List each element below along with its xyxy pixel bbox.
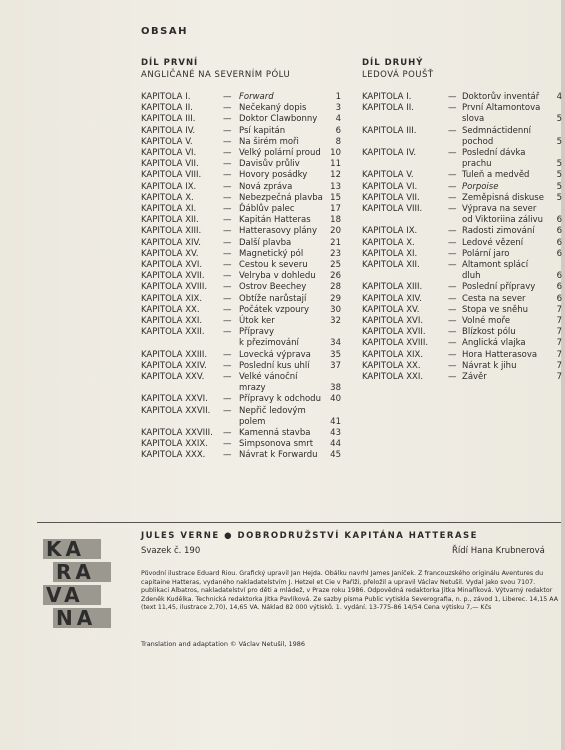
page-number: 5 bbox=[556, 181, 562, 192]
page-number: 11 bbox=[330, 159, 341, 170]
chapter-number: KAPITOLA IV. bbox=[141, 125, 196, 136]
chapter-title: mrazy bbox=[239, 383, 266, 394]
page-number: 13 bbox=[330, 181, 341, 192]
chapter-number: KAPITOLA V. bbox=[362, 170, 414, 181]
chapter-title: Velké vánoční bbox=[239, 372, 298, 382]
chapter-title: Velryba v dohledu bbox=[239, 271, 316, 282]
chapter-title: Kapitán Hatteras bbox=[239, 215, 311, 226]
chapter-number: KAPITOLA XXII. bbox=[141, 327, 205, 338]
entry-dash: — bbox=[448, 360, 457, 371]
chapter-title: Poslední přípravy bbox=[462, 282, 536, 293]
page-number: 28 bbox=[330, 282, 341, 293]
chapter-number: KAPITOLA XXIV. bbox=[141, 360, 207, 371]
chapter-title: Útok ker bbox=[239, 316, 275, 326]
chapter-number: KAPITOLA II. bbox=[141, 103, 193, 114]
part1-subtitle: ANGLIČANÉ NA SEVERNÍM PÓLU bbox=[141, 70, 291, 80]
chapter-title: Davisův průliv bbox=[239, 159, 300, 170]
page-number: 6 bbox=[556, 248, 562, 259]
chapter-title: Hovory posádky bbox=[239, 170, 308, 181]
chapter-title: Blízkost pólu bbox=[462, 327, 516, 338]
page-number: 26 bbox=[330, 271, 341, 282]
entry-dash: — bbox=[448, 260, 457, 270]
entry-dash: — bbox=[448, 125, 457, 136]
entry-dash: — bbox=[448, 293, 457, 304]
chapter-number: KAPITOLA VIII. bbox=[362, 204, 423, 214]
page-number: 5 bbox=[556, 192, 562, 203]
entry-dash: — bbox=[223, 181, 232, 192]
publication-credits: Původní ilustrace Eduard Riou. Grafický upravil Jan Hejda. Obálku navrhl James Janíček. Z francouzského originálu Aventures du capitaine Hatteras, vydaného nakladatelstvím J. Hetzel et Cie v Paříži, přeložil a upravil Václav Netušil. Vydal jako svou 7107. publikaci Albatros, nakladatelství pro děti a mládež, v Praze roku 1986. Odpovědná redaktorka Jitka Minaříková. Výtvarný redaktor Zdeněk Kudělka. Technická redaktorka Jitka Pavlíková. Ze sazby písma Public vytiskla Severografia, n. p., závod 1, Liberec. 14,15 AA (text 11,45, ilustrace 2,70), 14,65 VA. Náklad 82 000 výtisků. 1. vydání. 13-775-86 14/54 Cena výtisku 7,— Kčs bbox=[141, 570, 559, 612]
entry-dash: — bbox=[223, 304, 232, 315]
page-number: 7 bbox=[556, 316, 562, 326]
chapter-number: KAPITOLA I. bbox=[362, 92, 412, 102]
chapter-title: Nečekaný dopis bbox=[239, 103, 307, 114]
entry-dash: — bbox=[223, 439, 232, 450]
entry-dash: — bbox=[223, 316, 232, 326]
chapter-title: Cesta na sever bbox=[462, 293, 526, 304]
entry-dash: — bbox=[223, 394, 232, 405]
karavana-logo bbox=[43, 537, 111, 631]
chapter-number: KAPITOLA II. bbox=[362, 103, 414, 114]
entry-dash: — bbox=[448, 237, 457, 248]
page-number: 38 bbox=[330, 383, 341, 394]
page-number: 4 bbox=[335, 114, 341, 125]
page-number: 7 bbox=[556, 349, 562, 360]
chapter-title: Hora Hatterasova bbox=[462, 349, 538, 360]
chapter-title: Hatterasovy plány bbox=[239, 226, 317, 237]
chapter-title: Velký polární proud bbox=[239, 148, 321, 158]
chapter-title: Lovecká výprava bbox=[239, 349, 311, 360]
chapter-title: Na širém moři bbox=[239, 136, 299, 147]
entry-dash: — bbox=[223, 226, 232, 237]
chapter-title: Obtíže narůstají bbox=[239, 293, 307, 304]
chapter-number: KAPITOLA XXX. bbox=[141, 450, 206, 461]
chapter-number: KAPITOLA XIX. bbox=[141, 293, 203, 304]
chapter-title: Přípravy k odchodu bbox=[239, 394, 321, 405]
chapter-number: KAPITOLA XV. bbox=[362, 304, 420, 315]
chapter-title: pochod bbox=[462, 136, 494, 147]
chapter-title: Zeměpisná diskuse bbox=[462, 192, 544, 203]
entry-dash: — bbox=[448, 103, 457, 114]
chapter-title: Poslední kus uhlí bbox=[239, 360, 310, 371]
page-number: 15 bbox=[330, 192, 341, 203]
chapter-title: Závěr bbox=[462, 372, 487, 382]
chapter-number: KAPITOLA IX. bbox=[362, 226, 418, 237]
chapter-number: KAPITOLA XXV. bbox=[141, 372, 205, 382]
chapter-number: KAPITOLA XII. bbox=[362, 260, 420, 270]
chapter-number: KAPITOLA VIII. bbox=[141, 170, 202, 181]
entry-dash: — bbox=[448, 349, 457, 360]
entry-dash: — bbox=[223, 260, 232, 270]
chapter-title: Altamont splácí bbox=[462, 260, 529, 270]
chapter-number: KAPITOLA XIX. bbox=[362, 349, 424, 360]
part2-title: DÍL DRUHÝ bbox=[362, 58, 424, 68]
entry-dash: — bbox=[223, 92, 232, 102]
entry-dash: — bbox=[448, 304, 457, 315]
chapter-number: KAPITOLA X. bbox=[141, 192, 194, 203]
chapter-number: KAPITOLA XVII. bbox=[362, 327, 426, 338]
chapter-title: Psí kapitán bbox=[239, 125, 286, 136]
chapter-number: KAPITOLA XVII. bbox=[141, 271, 205, 282]
page-number: 32 bbox=[330, 316, 341, 326]
page-number: 6 bbox=[556, 293, 562, 304]
chapter-title: Forward bbox=[239, 92, 274, 102]
chapter-number: KAPITOLA XVIII. bbox=[362, 338, 429, 349]
chapter-number: KAPITOLA XXVII. bbox=[141, 405, 211, 416]
chapter-number: KAPITOLA XX. bbox=[141, 304, 200, 315]
entry-dash: — bbox=[223, 159, 232, 170]
page-number: 7 bbox=[556, 338, 562, 349]
chapter-number: KAPITOLA XV. bbox=[141, 248, 199, 259]
chapter-number: KAPITOLA XVIII. bbox=[141, 282, 208, 293]
chapter-number: KAPITOLA X. bbox=[362, 237, 415, 248]
chapter-number: KAPITOLA VI. bbox=[362, 181, 418, 192]
page-number: 44 bbox=[330, 439, 341, 450]
entry-dash: — bbox=[448, 204, 457, 214]
chapter-title: Porpoise bbox=[462, 181, 499, 192]
logo-letters: RA bbox=[56, 560, 95, 584]
page-number: 6 bbox=[556, 226, 562, 237]
entry-dash: — bbox=[223, 293, 232, 304]
chapter-title: Přípravy bbox=[239, 327, 274, 338]
chapter-title: Návrat k jihu bbox=[462, 360, 517, 371]
entry-dash: — bbox=[223, 125, 232, 136]
page-number: 18 bbox=[330, 215, 341, 226]
chapter-number: KAPITOLA III. bbox=[362, 125, 417, 136]
chapter-number: KAPITOLA XXVIII. bbox=[141, 428, 213, 438]
chapter-number: KAPITOLA VII. bbox=[362, 192, 420, 203]
chapter-title: Kamenná stavba bbox=[239, 428, 311, 438]
chapter-number: KAPITOLA XVI. bbox=[362, 316, 424, 326]
chapter-title: Další plavba bbox=[239, 237, 292, 248]
chapter-title: Poslední dávka bbox=[462, 148, 526, 158]
chapter-number: KAPITOLA XXVI. bbox=[141, 394, 208, 405]
entry-dash: — bbox=[448, 192, 457, 203]
logo-letters: NA bbox=[56, 606, 97, 630]
chapter-title: Návrat k Forwardu bbox=[239, 450, 318, 461]
series-title: JULES VERNE ● DOBRODRUŽSTVÍ KAPITÁNA HATTERASE bbox=[141, 531, 478, 541]
chapter-title: Počátek vzpoury bbox=[239, 304, 310, 315]
entry-dash: — bbox=[223, 114, 232, 125]
chapter-title: Radosti zimování bbox=[462, 226, 535, 237]
page-number: 7 bbox=[556, 327, 562, 338]
page-number: 21 bbox=[330, 237, 341, 248]
chapter-number: KAPITOLA IX. bbox=[141, 181, 197, 192]
page-number: 40 bbox=[330, 394, 341, 405]
page-number: 35 bbox=[330, 349, 341, 360]
entry-dash: — bbox=[223, 282, 232, 293]
page-number: 6 bbox=[556, 271, 562, 282]
page-number: 1 bbox=[335, 92, 341, 102]
entry-dash: — bbox=[223, 248, 232, 259]
chapter-title: Výprava na sever bbox=[462, 204, 537, 214]
entry-dash: — bbox=[448, 327, 457, 338]
page-number: 6 bbox=[556, 215, 562, 226]
chapter-title: Tuleň a medvěd bbox=[462, 170, 530, 181]
chapter-title: slova bbox=[462, 114, 485, 125]
chapter-title: Polární jaro bbox=[462, 248, 510, 259]
part1-title: DÍL PRVNÍ bbox=[141, 58, 199, 68]
page-number: 10 bbox=[330, 148, 341, 158]
chapter-number: KAPITOLA XIV. bbox=[362, 293, 422, 304]
entry-dash: — bbox=[448, 316, 457, 326]
entry-dash: — bbox=[448, 92, 457, 102]
chapter-title: Magnetický pól bbox=[239, 248, 304, 259]
chapter-title: První Altamontova bbox=[462, 103, 541, 114]
entry-dash: — bbox=[223, 372, 232, 382]
chapter-title: Ledové vězení bbox=[462, 237, 524, 248]
chapter-title: Stopa ve sněhu bbox=[462, 304, 529, 315]
chapter-title: Volné moře bbox=[462, 316, 511, 326]
page-number: 6 bbox=[335, 125, 341, 136]
chapter-number: KAPITOLA V. bbox=[141, 136, 193, 147]
translation-notice: Translation and adaptation © Václav Netušil, 1986 bbox=[141, 640, 306, 648]
chapter-title: Doktorův inventář bbox=[462, 92, 540, 102]
chapter-number: KAPITOLA XIII. bbox=[141, 226, 202, 237]
page-number: 12 bbox=[330, 170, 341, 181]
chapter-number: KAPITOLA XIII. bbox=[362, 282, 423, 293]
page-number: 34 bbox=[330, 338, 341, 349]
entry-dash: — bbox=[448, 248, 457, 259]
entry-dash: — bbox=[448, 372, 457, 382]
entry-dash: — bbox=[223, 450, 232, 461]
chapter-number: KAPITOLA I. bbox=[141, 92, 191, 102]
part2-subtitle: LEDOVÁ POUŠŤ bbox=[362, 70, 434, 80]
chapter-title: Simpsonova smrt bbox=[239, 439, 314, 450]
page-number: 37 bbox=[330, 360, 341, 371]
chapter-number: KAPITOLA VII. bbox=[141, 159, 199, 170]
divider bbox=[37, 522, 561, 523]
entry-dash: — bbox=[223, 428, 232, 438]
page-number: 17 bbox=[330, 204, 341, 214]
chapter-number: KAPITOLA XIV. bbox=[141, 237, 201, 248]
chapter-number: KAPITOLA XXIII. bbox=[141, 349, 208, 360]
chapter-title: Ďáblův palec bbox=[239, 204, 295, 214]
entry-dash: — bbox=[223, 349, 232, 360]
chapter-number: KAPITOLA XI. bbox=[362, 248, 418, 259]
chapter-title: Nebezpečná plavba bbox=[239, 192, 323, 203]
entry-dash: — bbox=[448, 338, 457, 349]
entry-dash: — bbox=[448, 170, 457, 181]
entry-dash: — bbox=[223, 327, 232, 338]
page-number: 6 bbox=[556, 282, 562, 293]
chapter-number: KAPITOLA VI. bbox=[141, 148, 197, 158]
page-number: 29 bbox=[330, 293, 341, 304]
chapter-title: prachu bbox=[462, 159, 492, 170]
chapter-title: Cestou k severu bbox=[239, 260, 308, 270]
page-number: 23 bbox=[330, 248, 341, 259]
chapter-number: KAPITOLA XVI. bbox=[141, 260, 203, 270]
page-number: 5 bbox=[556, 136, 562, 147]
contents-heading: OBSAH bbox=[141, 26, 188, 37]
page-number: 5 bbox=[556, 159, 562, 170]
page-number: 8 bbox=[335, 136, 341, 147]
page-number: 45 bbox=[330, 450, 341, 461]
page-number: 7 bbox=[556, 304, 562, 315]
chapter-title: k přezimování bbox=[239, 338, 299, 349]
page-number: 20 bbox=[330, 226, 341, 237]
page-number: 41 bbox=[330, 416, 341, 427]
chapter-title: dluh bbox=[462, 271, 481, 282]
entry-dash: — bbox=[448, 226, 457, 237]
entry-dash: — bbox=[448, 181, 457, 192]
page-number: 43 bbox=[330, 428, 341, 438]
entry-dash: — bbox=[223, 148, 232, 158]
page-number: 30 bbox=[330, 304, 341, 315]
chapter-number: KAPITOLA XXI. bbox=[141, 316, 203, 326]
chapter-number: KAPITOLA XXIX. bbox=[141, 439, 208, 450]
page-number: 5 bbox=[556, 114, 562, 125]
chapter-title: Sedmnáctidenní bbox=[462, 125, 532, 136]
page-number: 7 bbox=[556, 360, 562, 371]
chapter-number: KAPITOLA XII. bbox=[141, 215, 199, 226]
entry-dash: — bbox=[223, 204, 232, 214]
logo-letters: KA bbox=[46, 537, 85, 561]
chapter-title: Nová zpráva bbox=[239, 181, 293, 192]
entry-dash: — bbox=[223, 360, 232, 371]
entry-dash: — bbox=[223, 170, 232, 181]
chapter-number: KAPITOLA IV. bbox=[362, 148, 417, 158]
chapter-number: KAPITOLA XX. bbox=[362, 360, 421, 371]
page-number: 7 bbox=[556, 372, 562, 382]
entry-dash: — bbox=[223, 192, 232, 203]
entry-dash: — bbox=[223, 136, 232, 147]
series-editor: Řídí Hana Krubnerová bbox=[452, 546, 545, 556]
chapter-title: Ostrov Beechey bbox=[239, 282, 307, 293]
chapter-title: Doktor Clawbonny bbox=[239, 114, 318, 125]
chapter-title: polem bbox=[239, 416, 266, 427]
chapter-title: od Viktoriina zálivu bbox=[462, 215, 544, 226]
chapter-title: Nepřič ledovým bbox=[239, 405, 306, 416]
chapter-number: KAPITOLA III. bbox=[141, 114, 196, 125]
entry-dash: — bbox=[223, 103, 232, 114]
chapter-number: KAPITOLA XI. bbox=[141, 204, 197, 214]
page-number: 6 bbox=[556, 237, 562, 248]
chapter-title: Anglická vlajka bbox=[462, 338, 526, 349]
volume-number: Svazek č. 190 bbox=[141, 546, 201, 556]
page-number: 4 bbox=[556, 92, 562, 102]
chapter-number: KAPITOLA XXI. bbox=[362, 372, 424, 382]
entry-dash: — bbox=[223, 405, 232, 416]
entry-dash: — bbox=[223, 237, 232, 248]
logo-letters: VA bbox=[46, 583, 84, 607]
entry-dash: — bbox=[448, 148, 457, 158]
entry-dash: — bbox=[448, 282, 457, 293]
page-number: 25 bbox=[330, 260, 341, 270]
entry-dash: — bbox=[223, 271, 232, 282]
page-number: 5 bbox=[556, 170, 562, 181]
entry-dash: — bbox=[223, 215, 232, 226]
page-number: 3 bbox=[335, 103, 341, 114]
